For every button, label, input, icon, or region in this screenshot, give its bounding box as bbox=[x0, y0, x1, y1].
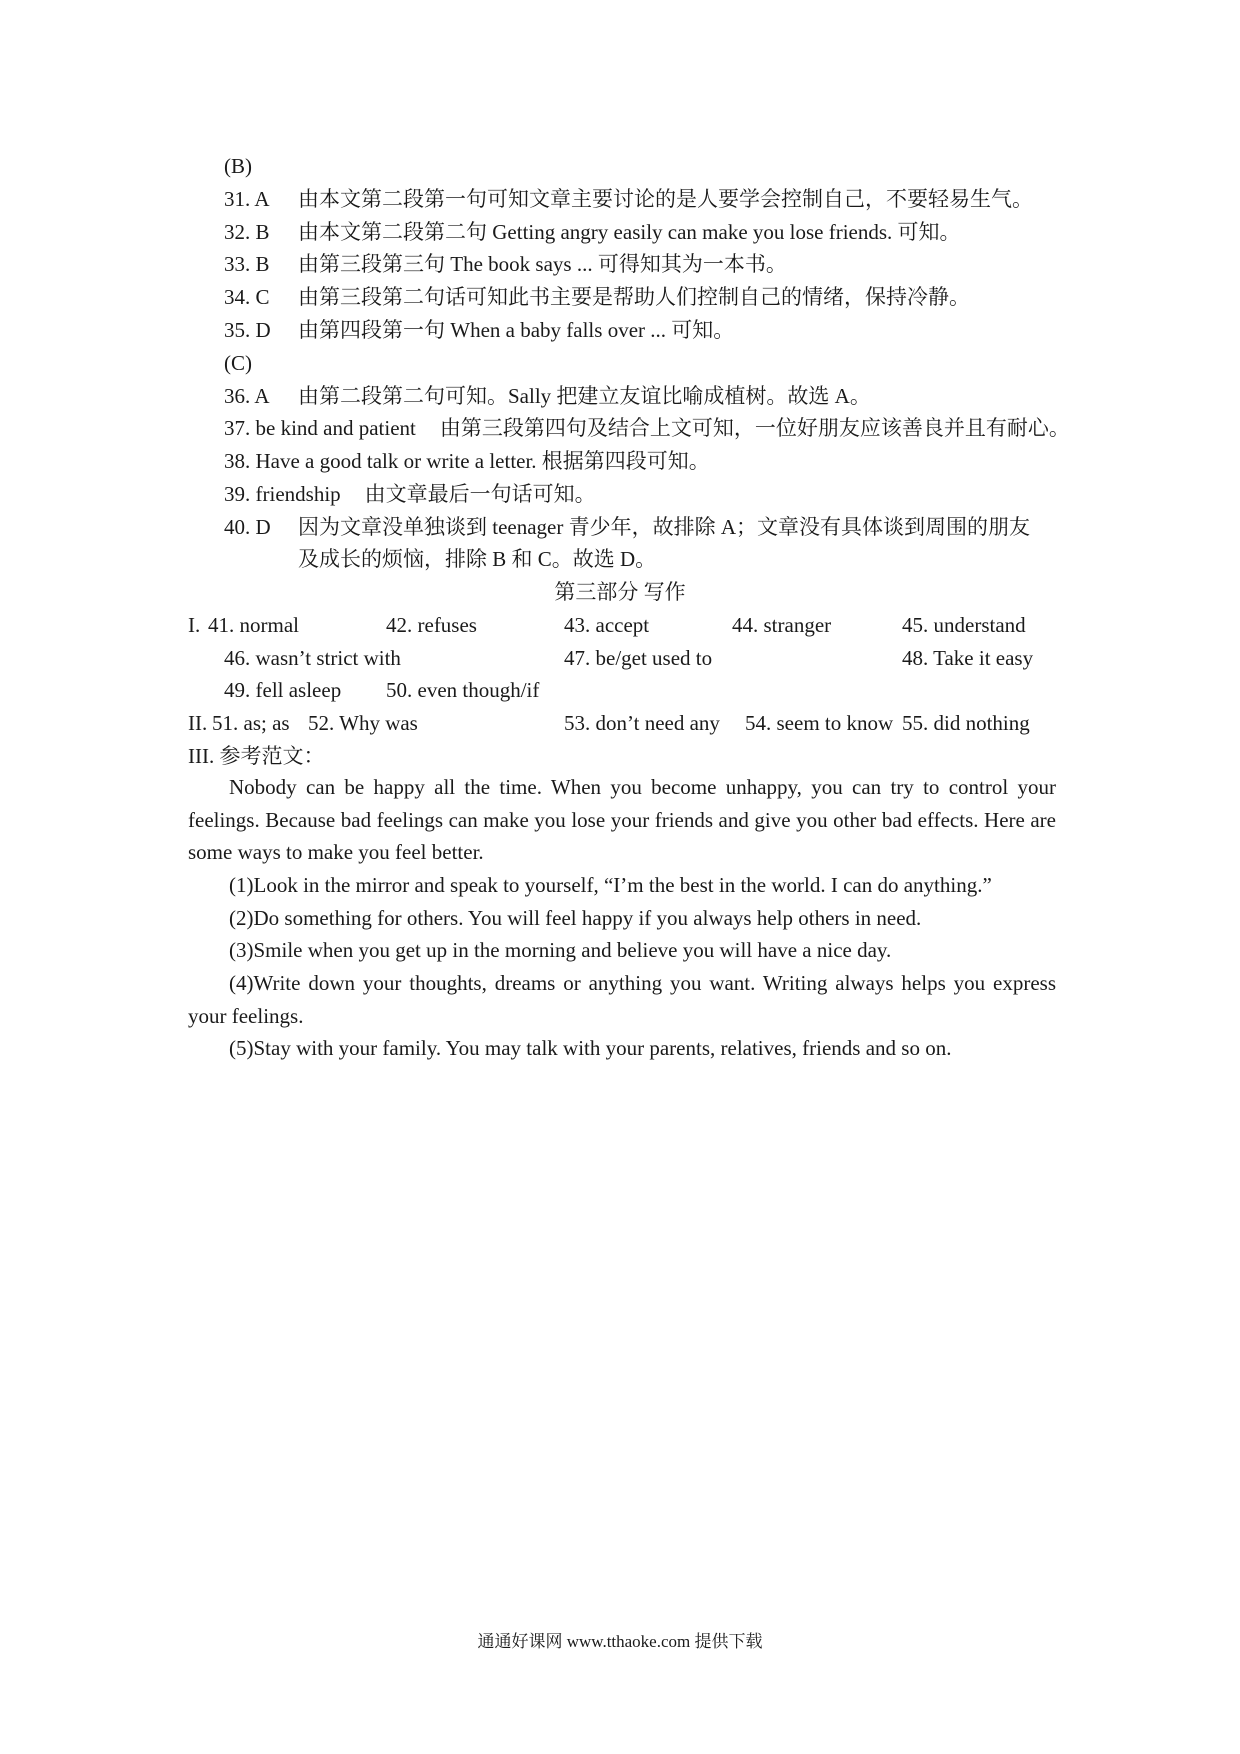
blank-47: 47. be/get used to bbox=[564, 646, 713, 670]
answer-number: 34. C bbox=[224, 285, 270, 309]
sample-essay-point-3: (3)Smile when you get up in the morning and believe you will have a nice day. bbox=[229, 938, 892, 962]
part-three-heading: 第三部分 写作 bbox=[554, 580, 686, 604]
section-b-label: (B) bbox=[224, 154, 252, 178]
answer-explanation: 由本文第二段第一句可知文章主要讨论的是人要学会控制自己，不要轻易生气。 bbox=[298, 187, 1033, 211]
sample-essay-point-4: (4)Write down your thoughts, dreams or anything you want. Writing always helps you express your feelings. bbox=[188, 971, 1056, 1028]
blank-52: 52. Why was bbox=[308, 711, 418, 735]
blank-48: 48. Take it easy bbox=[902, 646, 1034, 670]
blank-50: 50. even though/if bbox=[386, 678, 540, 702]
answer-explanation: 由第三段第四句及结合上文可知，一位好朋友应该善良并且有耐心。 bbox=[439, 416, 1070, 440]
sample-essay-point-2: (2)Do something for others. You will feel happy if you always help others in need. bbox=[229, 906, 922, 930]
part-three-heading-sample: III. 参考范文： bbox=[188, 744, 325, 768]
answer-38: 38. Have a good talk or write a letter. 根据第四段可知。 bbox=[224, 449, 710, 473]
answer-explanation: 由第三段第二句话可知此书主要是帮助人们控制自己的情绪，保持冷静。 bbox=[298, 285, 970, 309]
blank-44: 44. stranger bbox=[732, 613, 832, 637]
blank-43: 43. accept bbox=[564, 613, 650, 637]
answer-explanation: 由第二段第二句可知。Sally 把建立友谊比喻成植树。故选 A。 bbox=[298, 384, 871, 408]
answer-head: 39. friendship bbox=[224, 482, 341, 506]
blank-54: 54. seem to know bbox=[745, 711, 894, 735]
blank-41: 41. normal bbox=[208, 613, 299, 637]
answer-number: 35. D bbox=[224, 318, 271, 342]
part-one-label: I. bbox=[188, 613, 201, 637]
answer-number: 33. B bbox=[224, 252, 270, 276]
answer-39 bbox=[224, 480, 596, 508]
answer-number: 31. A bbox=[224, 187, 270, 211]
answer-explanation: 由本文第二段第二句 Getting angry easily can make you lose friends. 可知。 bbox=[298, 220, 961, 244]
sample-essay-point-1: (1)Look in the mirror and speak to yourself, “I’m the best in the world. I can do anything.” bbox=[229, 873, 992, 897]
answer-33 bbox=[224, 250, 787, 278]
answer-35 bbox=[224, 316, 734, 344]
answer-explanation: 由第四段第一句 When a baby falls over ... 可知。 bbox=[298, 318, 735, 342]
answer-40 bbox=[224, 513, 1030, 541]
sample-essay-intro: Nobody can be happy all the time. When you become unhappy, you can try to control your feelings. Because bad feelings can make you lose your friends and give you other bad effects. Here are some ways to make you feel better. bbox=[188, 775, 1056, 864]
part-two-label: II. bbox=[188, 711, 208, 735]
answer-31 bbox=[224, 185, 1033, 213]
section-c-label: (C) bbox=[224, 351, 252, 375]
answer-number: 36. A bbox=[224, 384, 270, 408]
blank-53: 53. don’t need any bbox=[564, 711, 720, 735]
blank-46: 46. wasn’t strict with bbox=[224, 646, 401, 670]
answer-number: 40. D bbox=[224, 515, 271, 539]
answer-40-continued: 及成长的烦恼，排除 B 和 C。故选 D。 bbox=[298, 547, 657, 571]
blank-45: 45. understand bbox=[902, 613, 1026, 637]
blank-42: 42. refuses bbox=[386, 613, 477, 637]
answer-32 bbox=[224, 218, 961, 246]
answer-37 bbox=[224, 414, 1070, 442]
sample-essay-point-5: (5)Stay with your family. You may talk with your parents, relatives, friends and so on. bbox=[229, 1036, 952, 1060]
blank-51: 51. as; as bbox=[212, 711, 290, 735]
answer-explanation: 因为文章没单独谈到 teenager 青少年，故排除 A；文章没有具体谈到周围的朋友 bbox=[298, 515, 1031, 539]
answer-explanation: 由文章最后一句话可知。 bbox=[364, 482, 596, 506]
answer-head: 37. be kind and patient bbox=[224, 416, 416, 440]
answer-number: 32. B bbox=[224, 220, 270, 244]
answer-36 bbox=[224, 382, 871, 410]
blank-49: 49. fell asleep bbox=[224, 678, 342, 702]
answer-34 bbox=[224, 283, 970, 311]
answer-explanation: 由第三段第三句 The book says ... 可得知其为一本书。 bbox=[298, 252, 787, 276]
page-footer: 通通好课网 www.tthaoke.com 提供下载 bbox=[477, 1632, 763, 1651]
blank-55: 55. did nothing bbox=[902, 711, 1030, 735]
